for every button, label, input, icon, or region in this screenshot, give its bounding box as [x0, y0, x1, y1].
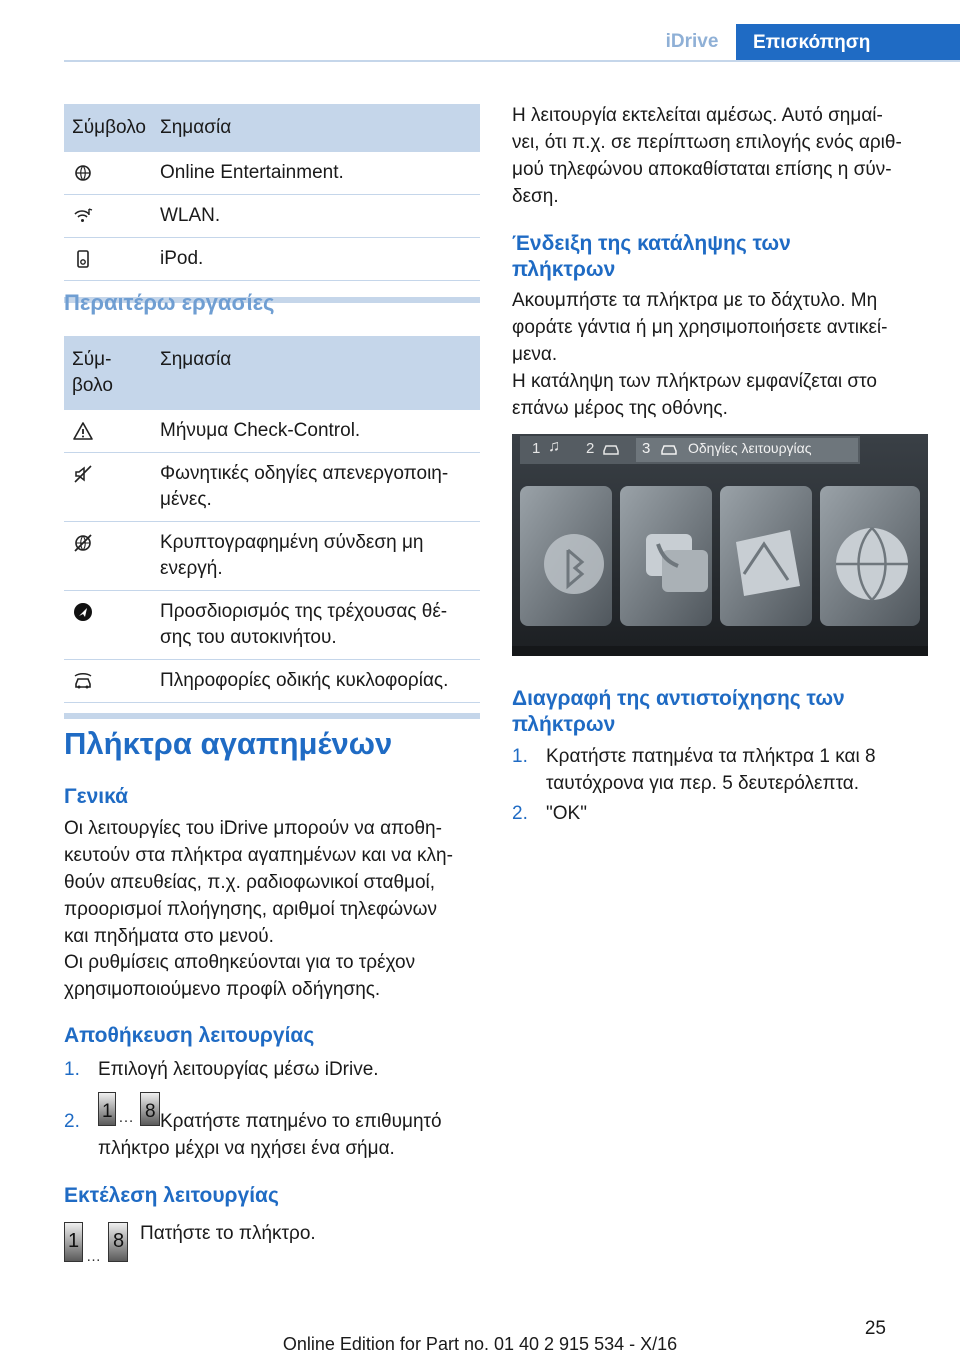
car-icon [602, 442, 620, 456]
table-row [64, 238, 480, 281]
list-item [512, 800, 932, 830]
row-text: iPod. [160, 248, 204, 269]
ipod-icon [72, 248, 94, 270]
screen-tab-1-number: 1 [532, 440, 541, 457]
table-row [64, 522, 480, 591]
step-text: Επιλογή λειτουργίας μέσω iDrive. [98, 1059, 379, 1080]
header-meaning: Σημασία [160, 117, 232, 138]
location-icon [72, 601, 94, 623]
row-text: Φωνητικές οδηγίες απενεργοποιη- μένες. [160, 463, 449, 510]
online-entertainment-icon [72, 162, 94, 184]
car-icon [660, 442, 678, 456]
general-paragraph-1: Οι λειτουργίες του iDrive μπορούν να αποθη- κευτούν στα πλήκτρα αγαπημένων και να κλη- θούν απευθείας, π.χ. ραδιοφωνικοί σταθμοί, προορισμοί πλοήγησης, αριθμοί τηλεφώνων και πηδήματα στο μενού. [64, 818, 453, 947]
screen-tab-3-number: 3 [642, 440, 651, 457]
screen-tab-3-label: Οδηγίες λειτουργίας [688, 440, 812, 456]
symbol-table-2 [64, 336, 480, 719]
save-function-title: Αποθήκευση λειτουργίας [64, 1024, 315, 1047]
step-text: Κρατήστε πατημένο το επιθυμητό πλήκτρο μέχρι να ηχήσει ένα σήμα. [98, 1111, 442, 1159]
favorite-key-8-icon: 8 [108, 1222, 128, 1262]
list-item [512, 743, 932, 799]
ellipsis: … [86, 1248, 101, 1265]
row-text: Πληροφορίες οδικής κυκλοφορίας. [160, 670, 449, 691]
row-text: Κρυπτογραφημένη σύνδεση μη ενεργή. [160, 532, 424, 579]
table-header [64, 336, 480, 410]
execute-text: Πατήστε το πλήκτρο. [140, 1223, 316, 1244]
table-row [64, 410, 480, 453]
favorite-key-1-icon: 1 [64, 1222, 83, 1262]
table-row [64, 591, 480, 660]
row-text: Online Entertainment. [160, 162, 344, 183]
encryption-off-icon [72, 532, 94, 554]
step-number: 1. [64, 1059, 80, 1080]
screen-tab-2-number: 2 [586, 440, 595, 457]
step-text: Κρατήστε πατημένα τα πλήκτρα 1 και 8 ταυτόχρονα για περ. 5 δευτερόλεπτα. [546, 746, 876, 794]
list-item [64, 1056, 484, 1086]
ellipsis: … [118, 1109, 134, 1126]
row-text: Προσδιορισμός της τρέχουσας θέ- σης του αυτοκινήτου. [160, 601, 448, 648]
list-item [64, 1092, 484, 1162]
touch-paragraph-2: Η κατάληψη των πλήκτρων εμφανίζεται στο επάνω μέρος της οθόνης. [512, 371, 877, 419]
header-rule [64, 60, 960, 62]
step-text: "OK" [546, 803, 587, 824]
row-text: Μήνυμα Check-Control. [160, 420, 361, 441]
voice-off-icon [72, 463, 94, 485]
favorites-title: Πλήκτρα αγαπημένων [64, 726, 393, 761]
table-row [64, 152, 480, 195]
touch-title: Ένδειξη της κατάληψης των πλήκτρων [512, 232, 791, 281]
row-text: WLAN. [160, 205, 221, 226]
table-end-bar [64, 713, 480, 719]
general-title: Γενικά [64, 785, 129, 808]
warning-triangle-icon [72, 420, 94, 442]
idrive-screen-image [512, 434, 928, 656]
delete-title: Διαγραφή της αντιστοίχησης των πλήκτρων [512, 687, 845, 736]
music-note-icon: ♫ [548, 438, 560, 455]
header-chapter-tab: Επισκόπηση [736, 24, 960, 62]
page-number: 25 [864, 1318, 886, 1339]
footer-edition: Online Edition for Part no. 01 40 2 915 534 - X/16 [282, 1334, 678, 1354]
screen-background [512, 434, 928, 656]
favorite-keys-graphic [64, 1222, 134, 1264]
table-row [64, 660, 480, 703]
section-title-further-tasks: Περαιτέρω εργασίες [64, 290, 275, 315]
favorite-key-8-icon: 8 [140, 1092, 160, 1126]
table-header [64, 104, 480, 152]
general-paragraph-2: Οι ρυθμίσεις αποθηκεύονται για το τρέχον χρησιμοποιούμενο προφίλ οδήγησης. [64, 952, 416, 1000]
table-row [64, 453, 480, 522]
header-symbol: Σύμβολο [72, 117, 146, 138]
execute-function-title: Εκτέλεση λειτουργίας [64, 1184, 279, 1207]
step-number: 2. [512, 803, 528, 824]
header-section-label: iDrive [665, 31, 719, 52]
wlan-icon [72, 205, 94, 227]
step-number: 2. [64, 1111, 80, 1132]
table-row [64, 195, 480, 238]
right-paragraph-1: Η λειτουργία εκτελείται αμέσως. Αυτό σημαί- νει, ότι π.χ. σε περίπτωση επιλογής ενός αριθ- μού τηλεφώνου αποκαθίσταται επίσης η σύν- δεση. [512, 105, 902, 207]
favorite-key-1-icon: 1 [98, 1092, 116, 1126]
step-number: 1. [512, 746, 528, 767]
header-meaning: Σημασία [160, 349, 232, 370]
header-symbol: Σύμ- βολο [72, 349, 113, 396]
symbol-table-1 [64, 104, 480, 303]
traffic-info-icon [72, 670, 94, 692]
touch-paragraph-1: Ακουμπήστε τα πλήκτρα με το δάχτυλο. Μη φοράτε γάντια ή μη χρησιμοποιήσετε αντικεί- μενα. [512, 290, 888, 365]
